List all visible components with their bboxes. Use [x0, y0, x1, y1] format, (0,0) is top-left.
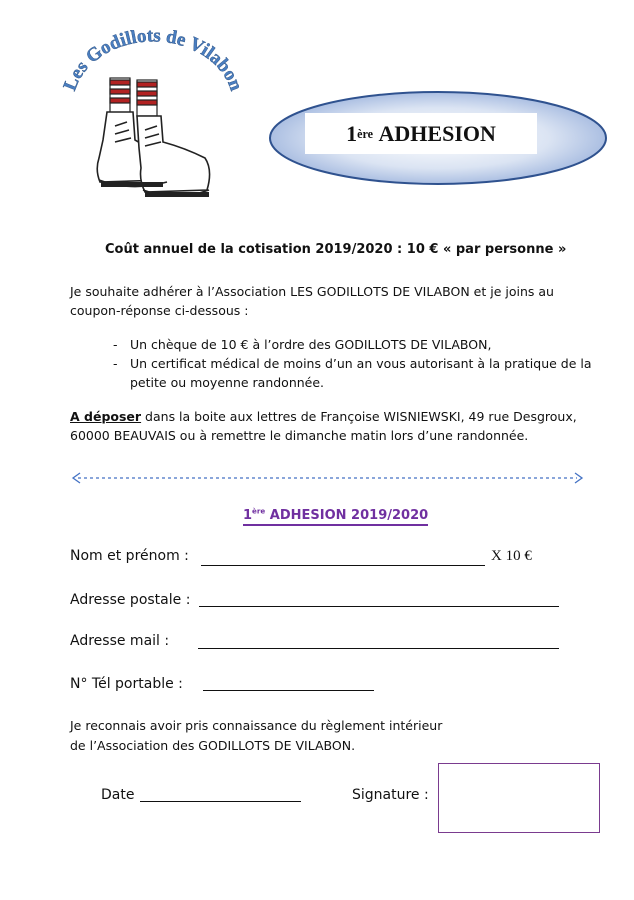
- ack-line: de l’Association des GODILLOTS DE VILABON.: [70, 738, 356, 753]
- title-text: ADHESION: [378, 120, 496, 146]
- coupon-number: 1: [243, 508, 253, 523]
- email-label: Adresse mail :: [70, 633, 170, 649]
- deposit-lead: A déposer: [70, 409, 142, 424]
- deposit-paragraph: [70, 407, 595, 445]
- title-number: 1: [346, 120, 358, 146]
- coupon-sup: ère: [252, 506, 266, 516]
- deposit-text: dans la boite aux lettres de Françoise WISNIEWSKI, 49 rue Desgroux, 60000 BEAUVAIS ou à remettre le dimanche matin lors d’une randonnée.: [70, 409, 577, 443]
- list-item: - Un certificat médical de moins d’un an vous autorisant à la pratique de la petite ou moyenne randonnée.: [113, 356, 592, 390]
- cut-line-arrow: [70, 470, 585, 486]
- signature-box[interactable]: [438, 763, 600, 833]
- name-suffix: X 10 €: [491, 548, 532, 564]
- club-logo: [55, 30, 245, 215]
- name-field[interactable]: [201, 565, 485, 566]
- phone-field[interactable]: [203, 690, 374, 691]
- signature-label: Signature :: [352, 787, 429, 803]
- phone-label: N° Tél portable :: [70, 676, 183, 692]
- bullet-text: Un certificat médical de moins d’un an vous autorisant à la pratique de la petite ou moyenne randonnée.: [130, 356, 592, 390]
- logo-arc-text: Les Godillots de Vilabon: [59, 30, 245, 94]
- list-item: - Un chèque de 10 € à l’ordre des GODILLOTS DE VILABON,: [113, 337, 492, 352]
- name-label: Nom et prénom :: [70, 548, 189, 564]
- coupon-title: [243, 508, 428, 526]
- ack-line: Je reconnais avoir pris connaissance du règlement intérieur: [70, 718, 443, 733]
- intro-paragraph: Je souhaite adhérer à l’Association LES GODILLOTS DE VILABON et je joins au coupon-réponse ci-dessous :: [70, 284, 554, 318]
- hiking-boots-icon: [55, 30, 245, 215]
- address-label: Adresse postale :: [70, 592, 191, 608]
- acknowledgement-text: [70, 716, 442, 756]
- date-field[interactable]: [140, 801, 301, 802]
- annual-cost-line: Coût annuel de la cotisation 2019/2020 : 10 € « par personne »: [105, 242, 567, 257]
- page-title: 1 ère ADHESION: [305, 113, 537, 154]
- email-field[interactable]: [198, 648, 559, 649]
- address-field[interactable]: [199, 606, 559, 607]
- date-label: Date: [101, 787, 135, 803]
- bullet-text: Un chèque de 10 € à l’ordre des GODILLOTS DE VILABON,: [130, 337, 492, 352]
- coupon-title-text: ADHESION 2019/2020: [265, 508, 429, 523]
